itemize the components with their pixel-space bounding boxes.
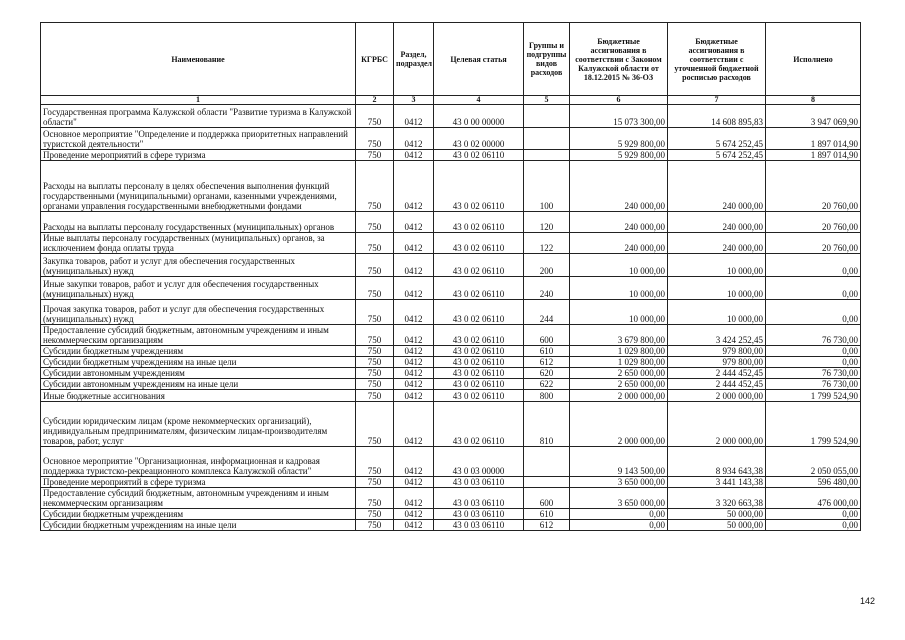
table-row [41, 277, 861, 300]
column-number-row [41, 96, 861, 105]
row-kgrbs: 750 [356, 128, 394, 150]
row-target-article: 43 0 02 06110 [434, 254, 524, 277]
header-row [41, 23, 861, 96]
row-law-allocation: 5 929 800,00 [570, 150, 668, 161]
row-law-allocation: 0,00 [570, 520, 668, 531]
row-law-allocation: 9 143 500,00 [570, 447, 668, 477]
row-expense-group: 610 [524, 509, 570, 520]
row-refined-allocation: 2 444 452,45 [668, 368, 766, 379]
row-kgrbs: 750 [356, 357, 394, 368]
row-law-allocation: 0,00 [570, 509, 668, 520]
row-section: 0412 [394, 379, 434, 390]
row-section: 0412 [394, 488, 434, 509]
budget-table [40, 22, 861, 531]
row-name: Субсидии бюджетным учреждениям [41, 346, 356, 357]
row-target-article: 43 0 02 06110 [434, 368, 524, 379]
row-executed: 3 947 069,90 [766, 105, 861, 128]
row-law-allocation: 1 029 800,00 [570, 346, 668, 357]
table-row [41, 128, 861, 150]
row-law-allocation: 2 650 000,00 [570, 379, 668, 390]
column-number: 7 [668, 96, 766, 105]
column-number: 5 [524, 96, 570, 105]
row-law-allocation: 2 000 000,00 [570, 402, 668, 447]
row-law-allocation: 15 073 300,00 [570, 105, 668, 128]
row-refined-allocation: 240 000,00 [668, 233, 766, 254]
row-law-allocation: 5 929 800,00 [570, 128, 668, 150]
row-executed: 476 000,00 [766, 488, 861, 509]
row-refined-allocation: 3 424 252,45 [668, 325, 766, 346]
table-row [41, 150, 861, 161]
row-kgrbs: 750 [356, 105, 394, 128]
row-executed: 76 730,00 [766, 379, 861, 390]
row-section: 0412 [394, 390, 434, 402]
row-kgrbs: 750 [356, 161, 394, 212]
row-section: 0412 [394, 368, 434, 379]
row-refined-allocation: 10 000,00 [668, 277, 766, 300]
header-cell: Раздел, подраздел [394, 23, 434, 96]
row-target-article: 43 0 02 06110 [434, 277, 524, 300]
table-row [41, 212, 861, 233]
table-body [41, 105, 861, 531]
table-row [41, 477, 861, 488]
row-target-article: 43 0 02 06110 [434, 212, 524, 233]
row-name: Закупка товаров, работ и услуг для обеспечения государственных (муниципальных) нужд [41, 254, 356, 277]
row-name: Государственная программа Калужской области "Развитие туризма в Калужской области" [41, 105, 356, 128]
row-expense-group: 120 [524, 212, 570, 233]
table-row [41, 520, 861, 531]
row-executed: 0,00 [766, 277, 861, 300]
row-section: 0412 [394, 161, 434, 212]
row-target-article: 43 0 02 06110 [434, 300, 524, 325]
row-target-article: 43 0 02 06110 [434, 150, 524, 161]
row-section: 0412 [394, 300, 434, 325]
row-section: 0412 [394, 477, 434, 488]
column-number: 4 [434, 96, 524, 105]
row-expense-group: 810 [524, 402, 570, 447]
row-kgrbs: 750 [356, 477, 394, 488]
row-expense-group: 800 [524, 390, 570, 402]
row-refined-allocation: 2 000 000,00 [668, 390, 766, 402]
row-refined-allocation: 50 000,00 [668, 520, 766, 531]
row-refined-allocation: 5 674 252,45 [668, 150, 766, 161]
row-refined-allocation: 10 000,00 [668, 300, 766, 325]
row-target-article: 43 0 03 06110 [434, 477, 524, 488]
row-name: Субсидии автономным учреждениям [41, 368, 356, 379]
row-name: Проведение мероприятий в сфере туризма [41, 477, 356, 488]
table-row [41, 488, 861, 509]
table-row [41, 346, 861, 357]
header-cell: КГРБС [356, 23, 394, 96]
table-row [41, 357, 861, 368]
row-law-allocation: 240 000,00 [570, 212, 668, 233]
row-name: Субсидии автономным учреждениям на иные цели [41, 379, 356, 390]
row-executed: 0,00 [766, 346, 861, 357]
row-kgrbs: 750 [356, 488, 394, 509]
header-cell: Наименование [41, 23, 356, 96]
column-number: 2 [356, 96, 394, 105]
row-name: Иные бюджетные ассигнования [41, 390, 356, 402]
table-row [41, 402, 861, 447]
column-number: 8 [766, 96, 861, 105]
row-expense-group [524, 128, 570, 150]
row-name: Расходы на выплаты персоналу в целях обеспечения выполнения функций государственными (муниципальными) органами, казенными учреждениями, органами управления государственными внебюджетными фондами [41, 161, 356, 212]
row-name: Основное мероприятие "Определение и поддержка приоритетных направлений туристской деятельности" [41, 128, 356, 150]
row-law-allocation: 240 000,00 [570, 233, 668, 254]
header-cell: Целевая статья [434, 23, 524, 96]
row-expense-group: 600 [524, 325, 570, 346]
row-executed: 596 480,00 [766, 477, 861, 488]
row-target-article: 43 0 02 06110 [434, 402, 524, 447]
row-expense-group: 610 [524, 346, 570, 357]
row-kgrbs: 750 [356, 509, 394, 520]
row-name: Субсидии бюджетным учреждениям [41, 509, 356, 520]
row-refined-allocation: 10 000,00 [668, 254, 766, 277]
row-section: 0412 [394, 212, 434, 233]
row-executed: 0,00 [766, 300, 861, 325]
row-kgrbs: 750 [356, 300, 394, 325]
row-name: Прочая закупка товаров, работ и услуг для обеспечения государственных (муниципальных) нужд [41, 300, 356, 325]
row-expense-group [524, 150, 570, 161]
row-target-article: 43 0 02 00000 [434, 128, 524, 150]
row-executed: 0,00 [766, 520, 861, 531]
row-kgrbs: 750 [356, 346, 394, 357]
row-executed: 76 730,00 [766, 368, 861, 379]
row-refined-allocation: 3 320 663,38 [668, 488, 766, 509]
page-number: 142 [859, 596, 875, 606]
row-expense-group [524, 477, 570, 488]
row-target-article: 43 0 03 06110 [434, 509, 524, 520]
row-name: Основное мероприятие "Организационная, информационная и кадровая поддержка туристско-рекреационного комплекса Калужской области" [41, 447, 356, 477]
row-name: Расходы на выплаты персоналу государственных (муниципальных) органов [41, 212, 356, 233]
row-kgrbs: 750 [356, 520, 394, 531]
row-law-allocation: 2 650 000,00 [570, 368, 668, 379]
row-target-article: 43 0 03 00000 [434, 447, 524, 477]
row-kgrbs: 750 [356, 402, 394, 447]
row-executed: 20 760,00 [766, 233, 861, 254]
row-law-allocation: 2 000 000,00 [570, 390, 668, 402]
row-section: 0412 [394, 233, 434, 254]
row-law-allocation: 10 000,00 [570, 300, 668, 325]
row-target-article: 43 0 02 06110 [434, 346, 524, 357]
row-kgrbs: 750 [356, 390, 394, 402]
row-executed: 1 799 524,90 [766, 390, 861, 402]
row-executed: 2 050 055,00 [766, 447, 861, 477]
header-cell: Группы и подгруппы видов расходов [524, 23, 570, 96]
row-refined-allocation: 240 000,00 [668, 161, 766, 212]
table-row [41, 379, 861, 390]
row-executed: 0,00 [766, 357, 861, 368]
row-kgrbs: 750 [356, 212, 394, 233]
row-kgrbs: 750 [356, 368, 394, 379]
row-name: Субсидии юридическим лицам (кроме некоммерческих организаций), индивидуальным предпринимателям, физическим лицам-производителям товаров, работ, услуг [41, 402, 356, 447]
row-name: Субсидии бюджетным учреждениям на иные цели [41, 357, 356, 368]
row-expense-group [524, 105, 570, 128]
row-refined-allocation: 240 000,00 [668, 212, 766, 233]
row-refined-allocation: 14 608 895,83 [668, 105, 766, 128]
row-target-article: 43 0 03 06110 [434, 520, 524, 531]
header-cell: Бюджетные ассигнования в соответствии с Законом Калужской области от 18.12.2015 № 36-ОЗ [570, 23, 668, 96]
table-row [41, 390, 861, 402]
row-name: Проведение мероприятий в сфере туризма [41, 150, 356, 161]
row-refined-allocation: 5 674 252,45 [668, 128, 766, 150]
row-name: Предоставление субсидий бюджетным, автономным учреждениям и иным некоммерческим организациям [41, 325, 356, 346]
column-number: 3 [394, 96, 434, 105]
table-row [41, 447, 861, 477]
row-executed: 0,00 [766, 509, 861, 520]
row-expense-group: 622 [524, 379, 570, 390]
row-kgrbs: 750 [356, 447, 394, 477]
row-section: 0412 [394, 105, 434, 128]
row-section: 0412 [394, 128, 434, 150]
header-cell: Бюджетные ассигнования в соответствии с уточненной бюджетной росписью расходов [668, 23, 766, 96]
row-target-article: 43 0 02 06110 [434, 233, 524, 254]
row-expense-group: 244 [524, 300, 570, 325]
row-section: 0412 [394, 277, 434, 300]
row-name: Иные закупки товаров, работ и услуг для обеспечения государственных (муниципальных) нужд [41, 277, 356, 300]
table-row [41, 254, 861, 277]
row-expense-group: 200 [524, 254, 570, 277]
table-row [41, 368, 861, 379]
row-law-allocation: 3 650 000,00 [570, 477, 668, 488]
row-expense-group: 100 [524, 161, 570, 212]
row-section: 0412 [394, 357, 434, 368]
table-row [41, 325, 861, 346]
row-target-article: 43 0 02 06110 [434, 357, 524, 368]
row-refined-allocation: 979 800,00 [668, 346, 766, 357]
table-row [41, 105, 861, 128]
row-section: 0412 [394, 346, 434, 357]
row-law-allocation: 3 679 800,00 [570, 325, 668, 346]
table-row [41, 233, 861, 254]
row-target-article: 43 0 03 06110 [434, 488, 524, 509]
row-section: 0412 [394, 520, 434, 531]
row-expense-group: 240 [524, 277, 570, 300]
row-refined-allocation: 979 800,00 [668, 357, 766, 368]
row-kgrbs: 750 [356, 277, 394, 300]
row-kgrbs: 750 [356, 233, 394, 254]
row-kgrbs: 750 [356, 254, 394, 277]
row-refined-allocation: 2 000 000,00 [668, 402, 766, 447]
table-row [41, 300, 861, 325]
row-executed: 1 897 014,90 [766, 150, 861, 161]
header-cell: Исполнено [766, 23, 861, 96]
row-kgrbs: 750 [356, 379, 394, 390]
row-law-allocation: 1 029 800,00 [570, 357, 668, 368]
table-row [41, 509, 861, 520]
row-target-article: 43 0 02 06110 [434, 379, 524, 390]
row-executed: 1 799 524,90 [766, 402, 861, 447]
row-refined-allocation: 8 934 643,38 [668, 447, 766, 477]
row-kgrbs: 750 [356, 150, 394, 161]
row-name: Субсидии бюджетным учреждениям на иные цели [41, 520, 356, 531]
row-law-allocation: 240 000,00 [570, 161, 668, 212]
row-section: 0412 [394, 325, 434, 346]
row-name: Предоставление субсидий бюджетным, автономным учреждениям и иным некоммерческим организациям [41, 488, 356, 509]
row-expense-group: 612 [524, 520, 570, 531]
row-law-allocation: 3 650 000,00 [570, 488, 668, 509]
row-expense-group: 600 [524, 488, 570, 509]
row-target-article: 43 0 02 06110 [434, 390, 524, 402]
row-executed: 20 760,00 [766, 161, 861, 212]
row-section: 0412 [394, 254, 434, 277]
row-target-article: 43 0 02 06110 [434, 325, 524, 346]
row-executed: 1 897 014,90 [766, 128, 861, 150]
row-executed: 20 760,00 [766, 212, 861, 233]
row-executed: 76 730,00 [766, 325, 861, 346]
column-number: 6 [570, 96, 668, 105]
row-section: 0412 [394, 509, 434, 520]
row-expense-group [524, 447, 570, 477]
row-expense-group: 122 [524, 233, 570, 254]
row-section: 0412 [394, 402, 434, 447]
row-law-allocation: 10 000,00 [570, 277, 668, 300]
row-expense-group: 612 [524, 357, 570, 368]
row-target-article: 43 0 02 06110 [434, 161, 524, 212]
row-target-article: 43 0 00 00000 [434, 105, 524, 128]
row-refined-allocation: 3 441 143,38 [668, 477, 766, 488]
row-name: Иные выплаты персоналу государственных (муниципальных) органов, за исключением фонда оплаты труда [41, 233, 356, 254]
row-kgrbs: 750 [356, 325, 394, 346]
row-section: 0412 [394, 447, 434, 477]
row-executed: 0,00 [766, 254, 861, 277]
column-number: 1 [41, 96, 356, 105]
row-refined-allocation: 2 444 452,45 [668, 379, 766, 390]
row-refined-allocation: 50 000,00 [668, 509, 766, 520]
row-law-allocation: 10 000,00 [570, 254, 668, 277]
row-section: 0412 [394, 150, 434, 161]
row-expense-group: 620 [524, 368, 570, 379]
table-row [41, 161, 861, 212]
